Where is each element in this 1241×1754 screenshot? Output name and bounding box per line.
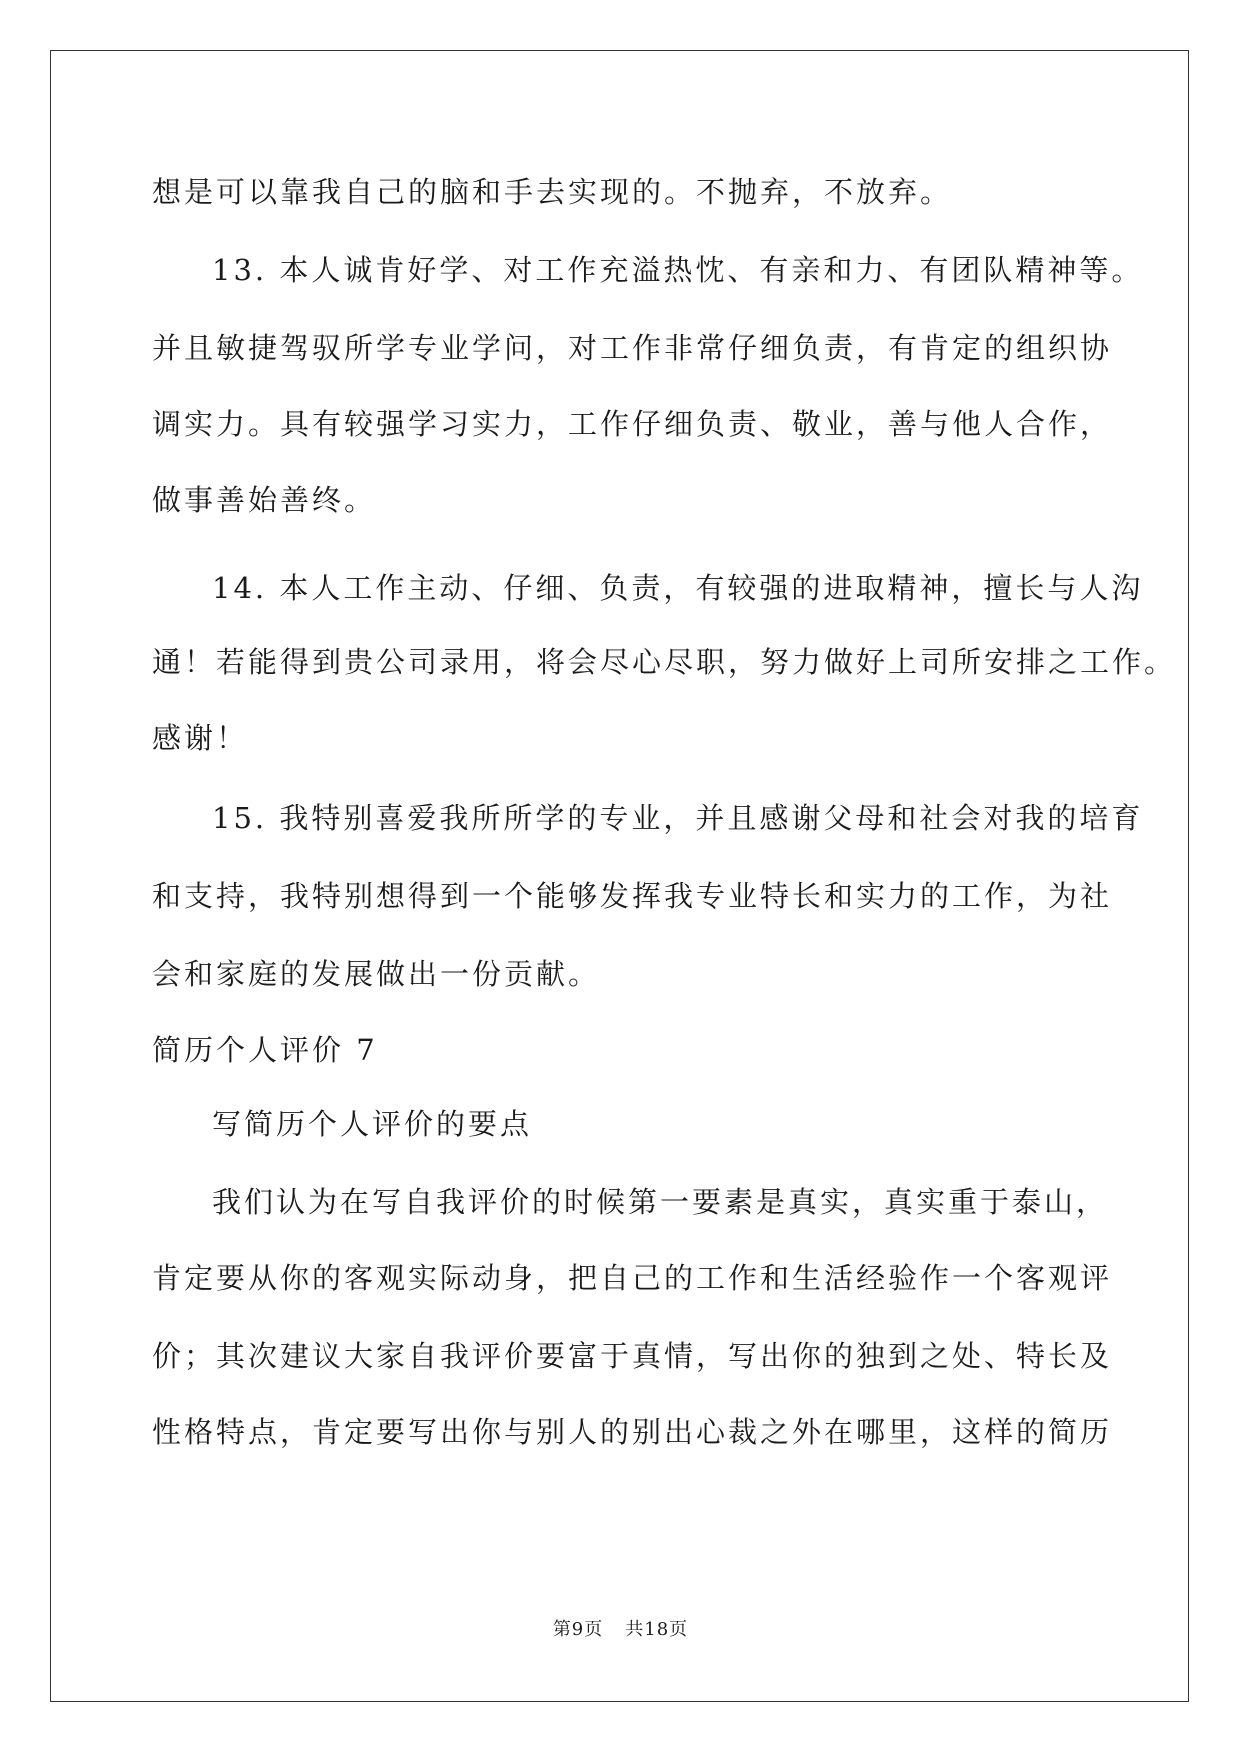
paragraph-line: 13. 本人诚肯好学、对工作充溢热忱、有亲和力、有团队精神等。 (212, 253, 1144, 287)
paragraph-line: 通！若能得到贵公司录用，将会尽心尽职，努力做好上司所安排之工作。 (152, 645, 1177, 679)
paragraph-line: 会和家庭的发展做出一份贡献。 (152, 957, 601, 991)
paragraph-line: 并且敏捷驾驭所学专业学问，对工作非常仔细负责，有肯定的组织协 (152, 331, 1113, 365)
page-number-total: 共18页 (625, 1619, 689, 1640)
page-number-current: 第9页 (552, 1619, 604, 1640)
paragraph-line: 我们认为在写自我评价的时候第一要素是真实，真实重于泰山， (212, 1185, 1109, 1219)
subheading-line: 写简历个人评价的要点 (212, 1107, 533, 1141)
paragraph-line: 感谢！ (152, 721, 249, 755)
section-heading: 简历个人评价 7 (152, 1033, 378, 1067)
paragraph-line: 想是可以靠我自己的脑和手去实现的。不抛弃，不放弃。 (152, 175, 953, 209)
paragraph-line: 和支持，我特别想得到一个能够发挥我专业特长和实力的工作，为社 (152, 879, 1113, 913)
paragraph-line: 14. 本人工作主动、仔细、负责，有较强的进取精神，擅长与人沟 (212, 571, 1144, 605)
paragraph-line: 做事善始善终。 (152, 483, 377, 517)
paragraph-line: 15. 我特别喜爱我所所学的专业，并且感谢父母和社会对我的培育 (212, 801, 1144, 835)
page-footer (0, 1618, 1241, 1642)
paragraph-line: 肯定要从你的客观实际动身，把自己的工作和生活经验作一个客观评 (152, 1261, 1113, 1295)
paragraph-line: 调实力。具有较强学习实力，工作仔细负责、敬业，善与他人合作， (152, 407, 1113, 441)
paragraph-line: 价；其次建议大家自我评价要富于真情，写出你的独到之处、特长及 (152, 1339, 1113, 1373)
paragraph-line: 性格特点，肯定要写出你与别人的别出心裁之外在哪里，这样的简历 (152, 1415, 1113, 1449)
